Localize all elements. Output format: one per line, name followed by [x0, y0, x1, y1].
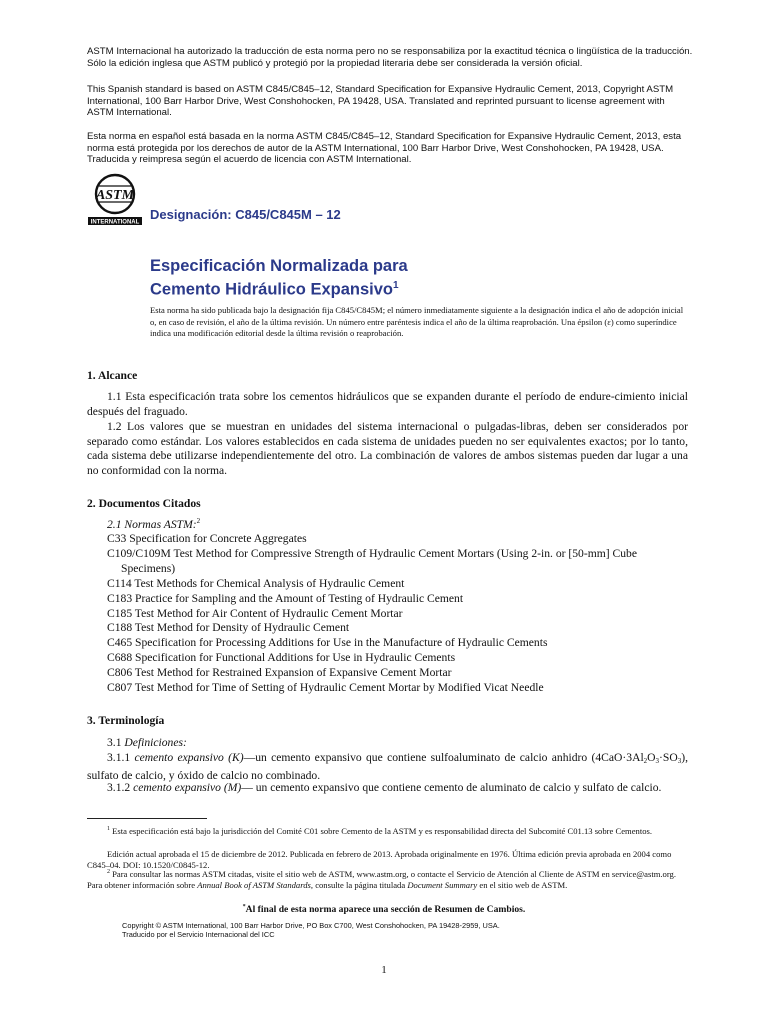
publication-note: Esta norma ha sido publicada bajo la designación fija C845/C845M; el número inmediatamente siguiente a la designación indica el año de adopción inicial o, en caso de revisión, el año de la última revisión. Un número entre paréntesis indica el año de la última reaprobación. Una épsilon (ε) como superíndice indica una modificación editorial desde la última revisión o reaprobación.: [150, 305, 684, 339]
definition-text: — un cemento expansivo que contiene cemento de aluminato de calcio y sulfato de calcio.: [241, 781, 662, 794]
list-item: C188 Test Method for Density of Hydraulic Cement: [107, 621, 350, 635]
list-item: C33 Specification for Concrete Aggregates: [107, 532, 307, 545]
definition-3-1-2: [87, 781, 688, 796]
footnote-mark: 2: [107, 869, 110, 875]
formula-subscript: 3: [677, 757, 682, 765]
definitions-title: Definiciones:: [124, 736, 187, 749]
paragraph-1-2: 1.2 Los valores que se muestran en unidades del sistema internacional o pulgadas-libras, deben ser considerados por separado como estándar. Los valores establecidos en cada sistema de unidades pueden no ser equivalentes exactos; por lo tanto, cada sistema debe utilizarse independientemente del otro. La combinación de valores de ambos sistemas pueden dar lugar a una no conformidad con la norma.: [87, 420, 688, 478]
copyright-line-2: Traducido por el Servicio Internacional del ICC: [122, 930, 275, 940]
list-item: C109/C109M Test Method for Compressive Strength of Hydraulic Cement Mortars (Using 2-in. or [50-mm] Cube Specimens): [107, 546, 637, 575]
footnote-1-edition: Edición actual aprobada el 15 de diciembre de 2012. Publicada en febrero de 2013. Aprobada originalmente en 1976. Última edición previa aprobada en 2004 como C845–04. DOI: 10.1520/C0845-12.: [87, 849, 672, 871]
referenced-standards-list: [107, 532, 692, 696]
list-item: C465 Specification for Processing Additions for Use in the Manufacture of Hydraulic Cements: [107, 636, 548, 650]
definition-text: ), sulfato de calcio, y óxido de calcio no combinado.: [87, 751, 688, 782]
footnote-text: , consulte la página titulada: [310, 880, 408, 891]
definition-number: 3.1.1: [107, 751, 131, 764]
footnote-italic: Document Summary: [407, 880, 478, 891]
footnote-mark: 1: [107, 826, 110, 832]
astm-logo-icon: [86, 172, 144, 226]
formula-subscript: 3: [655, 757, 660, 765]
definition-text: —un cemento expansivo que contiene sulfoaluminato de calcio anhidro (4CaO·3Al: [243, 751, 644, 764]
translation-notice: ASTM Internacional ha autorizado la traducción de esta norma pero no se responsabiliza por la exactitud técnica o lingüística de la traducción. Sólo la edición inglesa que ASTM publicó y protegió por la propiedad literaria debe ser considerada la versión oficial.: [87, 46, 693, 69]
section-heading-terminology: 3. Terminología: [87, 714, 165, 727]
definition-term: cemento expansivo (M): [133, 781, 242, 794]
summary-of-changes-note: [0, 904, 768, 915]
list-item: C806 Test Method for Restrained Expansion of Expansive Cement Mortar: [107, 666, 452, 680]
formula-subscript: 2: [643, 757, 648, 765]
footnote-text: Esta especificación está bajo la jurisdicción del Comité C01 sobre Cemento de la ASTM y es responsabilidad directa del Subcomité C01.13 sobre Cementos.: [110, 825, 652, 836]
footnote-1: [87, 824, 688, 837]
summary-text: Al final de esta norma aparece una sección de Resumen de Cambios.: [245, 904, 526, 916]
title-line-2: Cemento Hidráulico Expansivo: [150, 280, 393, 299]
designation: Designación: C845/C845M – 12: [150, 207, 341, 222]
definition-number: 3.1.2: [107, 781, 131, 794]
footnote-2: [87, 867, 688, 891]
summary-mark: *: [242, 904, 246, 910]
logo-subtext: INTERNATIONAL: [90, 219, 140, 226]
page-number: 1: [381, 964, 387, 976]
title-line-1: Especificación Normalizada para: [150, 257, 408, 275]
title-footnote-mark: 1: [392, 280, 399, 291]
list-item: C114 Test Methods for Chemical Analysis of Hydraulic Cement: [107, 576, 405, 590]
normas-label: 2.1 Normas ASTM:: [107, 517, 197, 531]
english-license-notice: This Spanish standard is based on ASTM C845/C845–12, Standard Specification for Expansive Hydraulic Cement, 2013, Copyright ASTM International, 100 Barr Harbor Drive, West Conshohocken, PA 19428, USA. Translated and reprinted pursuant to license agreement with ASTM International.: [87, 84, 674, 119]
spanish-license-notice: Esta norma en español está basada en la norma ASTM C845/C845–12, Standard Specification for Expansive Hydraulic Cement, 2013, esta norma está protegida por los derechos de autor de la ASTM International, 100 Barr Harbor Drive, West Conshohocken, PA 19428, USA. Traducida y reimpresa según el acuerdo de licencia con ASTM International.: [87, 131, 682, 166]
astm-standards-label: [107, 517, 200, 531]
definition-text: ·SO: [659, 751, 678, 764]
section-heading-documents: 2. Documentos Citados: [87, 497, 201, 510]
normas-footnote-mark: 2: [196, 517, 201, 525]
list-item: C185 Test Method for Air Content of Hydraulic Cement Mortar: [107, 606, 403, 620]
definition-3-1-1: [87, 751, 688, 783]
list-item: C688 Specification for Functional Additions for Use in Hydraulic Cements: [107, 651, 456, 665]
logo-text: ASTM: [95, 188, 135, 203]
copyright-notice: [122, 921, 500, 940]
definitions-number: 3.1: [107, 736, 122, 749]
definition-text: O: [647, 751, 656, 764]
list-item: C807 Test Method for Time of Setting of Hydraulic Cement Mortar by Modified Vicat Needle: [107, 681, 544, 695]
section-heading-scope: 1. Alcance: [87, 369, 138, 382]
document-title: [150, 257, 408, 300]
footnote-text: Para consultar las normas ASTM citadas, visite el sitio web de ASTM, www.astm.org, o contacte el Servicio de Atención al Cliente de ASTM en service@astm.org. Para obtener información sobre: [87, 868, 676, 891]
definitions-label: [107, 736, 187, 749]
footnote-italic: Annual Book of ASTM Standards: [197, 880, 311, 891]
list-item: C183 Practice for Sampling and the Amount of Testing of Hydraulic Cement: [107, 591, 464, 605]
footnote-text: en el sitio web de ASTM.: [477, 880, 568, 891]
definition-term: cemento expansivo (K): [134, 751, 244, 764]
copyright-line-1: Copyright © ASTM International, 100 Barr Harbor Drive, PO Box C700, West Conshohocken, PA 19428-2959, USA.: [122, 921, 500, 930]
footnote-divider: [87, 818, 207, 819]
paragraph-1-1: 1.1 Esta especificación trata sobre los cementos hidráulicos que se expanden durante el período de endure-cimiento inicial después del fraguado.: [87, 390, 688, 418]
